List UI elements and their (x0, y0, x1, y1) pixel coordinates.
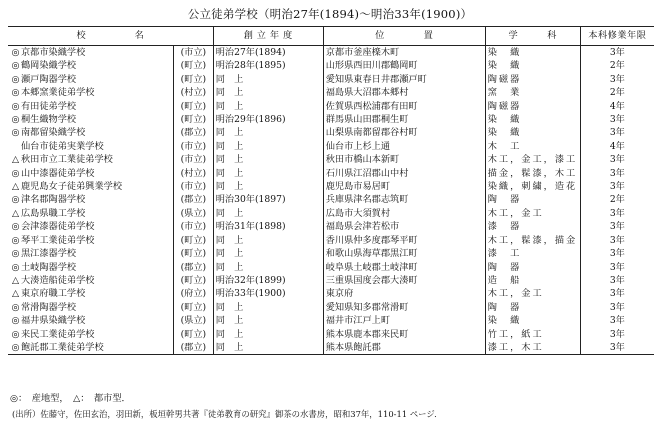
school-name-cell (8, 220, 174, 233)
school-type-cell: (町立) (174, 100, 214, 113)
years-cell: 2年 (609, 60, 625, 72)
location-cell: 福井市江戸上町 (323, 314, 485, 327)
school-type-cell: (府立) (174, 287, 214, 300)
table-row (8, 341, 654, 355)
years-cell: 3年 (609, 167, 625, 179)
years-cell: 3年 (609, 248, 625, 260)
years-cell: 3年 (609, 181, 625, 193)
school-name: 会津漆器徒弟学校 (21, 221, 95, 233)
school-type-cell: (郡立) (174, 341, 214, 355)
years-cell: 3年 (609, 288, 625, 300)
school-symbol: △ (11, 207, 20, 219)
years-cell: 3年 (609, 221, 625, 233)
table-row (8, 126, 654, 139)
founded-cell: 同 上 (213, 100, 323, 113)
dept-cell: 窯 業 (485, 86, 580, 99)
schools-table (8, 26, 654, 355)
location-cell: 東京府 (323, 287, 485, 300)
school-symbol: △ (11, 154, 20, 166)
school-name: 鶴岡染織学校 (21, 60, 77, 72)
school-name: 南都留染織学校 (21, 127, 86, 139)
school-type-cell: (郡立) (174, 261, 214, 274)
school-name: 来民工業徒弟学校 (21, 328, 95, 340)
school-name-cell (8, 207, 174, 220)
location-cell: 佐賀県西松浦郡有田町 (323, 100, 485, 113)
location-cell: 香川県仲多度郡琴平町 (323, 234, 485, 247)
school-symbol: △ (11, 274, 20, 286)
school-symbol: ◎ (11, 127, 20, 139)
school-type-cell: (県立) (174, 314, 214, 327)
dept-cell: 陶 器 (485, 193, 580, 206)
school-type-cell: (市立) (174, 220, 214, 233)
dept-cell: 漆工，木工 (485, 341, 580, 355)
school-symbol: ◎ (11, 114, 20, 126)
years-cell: 3年 (609, 261, 625, 273)
dept-cell: 木工，金工 (485, 287, 580, 300)
founded-cell: 明治32年(1899) (213, 274, 323, 287)
location-cell: 仙台市上杉上通 (323, 140, 485, 153)
school-symbol: ◎ (11, 87, 20, 99)
school-name: 京都市染織学校 (21, 47, 86, 58)
years-cell: 3年 (609, 328, 625, 340)
school-name-cell (8, 261, 174, 274)
table-row (8, 153, 654, 166)
founded-cell: 明治29年(1896) (213, 113, 323, 126)
school-symbol: ◎ (11, 100, 20, 112)
founded-cell: 同 上 (213, 314, 323, 327)
school-type-cell: (町立) (174, 274, 214, 287)
location-cell: 兵庫県津名郡志筑町 (323, 193, 485, 206)
founded-cell: 同 上 (213, 126, 323, 139)
years-cell: 3年 (609, 301, 625, 313)
table-row (8, 247, 654, 260)
school-type-cell: (県立) (174, 207, 214, 220)
dept-cell: 染 織 (485, 46, 580, 60)
location-cell: 熊本県鹿本郡来民町 (323, 328, 485, 341)
location-cell: 山形県西田川郡鶴岡町 (323, 59, 485, 72)
table-row (8, 167, 654, 180)
school-name: 津名郡陶器学校 (21, 194, 86, 206)
founded-cell: 明治27年(1894) (213, 46, 323, 60)
header-location: 位 置 (323, 27, 485, 46)
founded-cell: 明治31年(1898) (213, 220, 323, 233)
founded-cell: 同 上 (213, 180, 323, 193)
years-cell: 3年 (609, 234, 625, 246)
school-name: 桐生織物学校 (21, 114, 77, 126)
location-cell: 三重県国度会郡大湊町 (323, 274, 485, 287)
school-name: 瀬戸陶器学校 (21, 73, 77, 85)
dept-cell: 陶 器 (485, 301, 580, 314)
school-symbol: ◎ (11, 167, 20, 179)
founded-cell: 同 上 (213, 341, 323, 355)
table-row (8, 193, 654, 206)
founded-cell: 同 上 (213, 247, 323, 260)
school-name: 黒江漆器学校 (21, 248, 77, 260)
founded-cell: 明治33年(1900) (213, 287, 323, 300)
location-cell: 岐阜県土岐郡土岐津町 (323, 261, 485, 274)
founded-cell: 明治30年(1897) (213, 193, 323, 206)
table-row (8, 73, 654, 86)
table-title: 公立徒弟学校（明治27年(1894)～明治33年(1900)） (187, 7, 473, 21)
school-name-cell (8, 46, 174, 60)
school-name-cell (8, 341, 174, 355)
dept-cell: 染 織 (485, 59, 580, 72)
school-type-cell: (町立) (174, 234, 214, 247)
school-name: 琴平工業徒弟学校 (21, 234, 95, 246)
dept-cell: 陶 器 (485, 261, 580, 274)
dept-cell: 描金，髹漆，木工 (485, 167, 580, 180)
school-name-cell (8, 113, 174, 126)
table-row (8, 287, 654, 300)
school-type-cell: (町立) (174, 247, 214, 260)
location-cell: 愛知県東春日井郡瀬戸町 (323, 73, 485, 86)
school-name: 秋田市立工業徒弟学校 (21, 154, 113, 166)
school-name-cell (8, 100, 174, 113)
table-row (8, 113, 654, 126)
school-type-cell: (市立) (174, 180, 214, 193)
table-row (8, 100, 654, 113)
years-cell: 4年 (609, 140, 625, 152)
school-name: 土岐陶器学校 (21, 261, 77, 273)
school-type-cell: (町立) (174, 59, 214, 72)
school-name: 東京府職工学校 (21, 288, 86, 300)
dept-cell: 陶磁器 (485, 100, 580, 113)
school-name: 仙台市徒弟実業学校 (21, 140, 104, 152)
school-name-cell (8, 247, 174, 260)
school-name-cell (8, 314, 174, 327)
table-header-row (8, 27, 654, 46)
dept-cell: 染 織 (485, 314, 580, 327)
school-name: 広島県職工学校 (21, 207, 86, 219)
school-type-cell: (市立) (174, 153, 214, 166)
school-name-cell (8, 287, 174, 300)
school-type-cell: (市立) (174, 46, 214, 60)
school-name-cell (8, 274, 174, 287)
school-name: 鹿児島女子徒弟興業学校 (21, 181, 123, 193)
location-cell: 愛知県知多郡常滑町 (323, 301, 485, 314)
school-type-cell: (村立) (174, 86, 214, 99)
location-cell: 広島市大須賀村 (323, 207, 485, 220)
school-type-cell: (村立) (174, 167, 214, 180)
dept-cell: 染 織 (485, 126, 580, 139)
founded-cell: 同 上 (213, 153, 323, 166)
source-note: (出所）佐藤守，佐田玄治，羽田新，板垣幹男共著『徒弟教育の研究』御茶の水書房，昭和37年，110-11 ページ． (12, 409, 443, 419)
school-symbol: ◎ (11, 301, 20, 313)
table-row (8, 314, 654, 327)
school-name-cell (8, 328, 174, 341)
school-name-cell (8, 126, 174, 139)
years-cell: 3年 (609, 73, 625, 85)
table-row (8, 301, 654, 314)
location-cell: 福島県会津若松市 (323, 220, 485, 233)
location-cell: 和歌山県海草郡黒江町 (323, 247, 485, 260)
school-type-cell: (郡立) (174, 126, 214, 139)
school-name-cell (8, 73, 174, 86)
table-body (8, 46, 654, 355)
dept-cell: 木工，髹漆，描金 (485, 234, 580, 247)
founded-cell: 同 上 (213, 207, 323, 220)
school-type-cell: (町立) (174, 113, 214, 126)
header-school: 校 名 (8, 27, 213, 46)
school-name-cell (8, 180, 174, 193)
years-cell: 4年 (609, 100, 625, 112)
table-row (8, 140, 654, 153)
school-name: 山中漆器徒弟学校 (21, 167, 95, 179)
school-symbol: ◎ (11, 248, 20, 260)
school-symbol: ◎ (11, 221, 20, 233)
dept-cell: 漆 工 (485, 247, 580, 260)
dept-cell: 木 工 (485, 140, 580, 153)
school-type-cell: (町立) (174, 301, 214, 314)
legend-note: ◎： 産地型， △： 都市型． (10, 393, 131, 404)
founded-cell: 明治28年(1895) (213, 59, 323, 72)
school-symbol: ◎ (11, 341, 20, 353)
location-cell: 群馬県山田郡桐生町 (323, 113, 485, 126)
location-cell: 山梨県南都留郡谷村町 (323, 126, 485, 139)
school-name-cell (8, 301, 174, 314)
years-cell: 3年 (580, 341, 654, 355)
school-name-cell (8, 59, 174, 72)
table-row (8, 234, 654, 247)
dept-cell: 木工，金工，漆工 (485, 153, 580, 166)
dept-cell: 造 船 (485, 274, 580, 287)
table-row (8, 220, 654, 233)
school-name: 有田徒弟学校 (21, 100, 77, 112)
location-cell: 熊本県飽託郡 (323, 341, 485, 355)
location-cell: 鹿児島市易居町 (323, 180, 485, 193)
school-type-cell: (郡立) (174, 193, 214, 206)
founded-cell: 同 上 (213, 86, 323, 99)
years-cell: 3年 (609, 114, 625, 126)
header-founded: 創 立 年 度 (213, 27, 323, 46)
school-symbol: ◎ (11, 261, 20, 273)
years-cell: 3年 (609, 127, 625, 139)
school-name: 常滑陶器学校 (21, 301, 77, 313)
school-name: 飽託郡工業徒弟学校 (21, 341, 104, 353)
school-name-cell (8, 140, 174, 153)
school-name: 本郷窯業徒弟学校 (21, 87, 95, 99)
dept-cell: 染 織 (485, 113, 580, 126)
header-dept: 学 科 (485, 27, 580, 46)
location-cell: 福島県大沼郡本郷村 (323, 86, 485, 99)
school-symbol: ◎ (11, 60, 20, 72)
header-years: 本科修業年限 (580, 27, 654, 46)
years-cell: 3年 (609, 274, 625, 286)
school-symbol: △ (11, 288, 20, 300)
school-symbol: △ (11, 181, 20, 193)
table-row (8, 207, 654, 220)
founded-cell: 同 上 (213, 301, 323, 314)
school-name-cell (8, 153, 174, 166)
dept-cell: 染織，刺繍，造花 (485, 180, 580, 193)
table-row (8, 180, 654, 193)
dept-cell: 竹工，紙工 (485, 328, 580, 341)
years-cell: 3年 (609, 207, 625, 219)
dept-cell: 木工，金工 (485, 207, 580, 220)
founded-cell: 同 上 (213, 234, 323, 247)
dept-cell: 陶磁器 (485, 73, 580, 86)
table-row (8, 328, 654, 341)
founded-cell: 同 上 (213, 167, 323, 180)
founded-cell: 同 上 (213, 328, 323, 341)
school-name-cell (8, 234, 174, 247)
years-cell: 3年 (609, 47, 625, 58)
school-symbol: ◎ (11, 194, 20, 206)
location-cell: 石川県江沼郡山中村 (323, 167, 485, 180)
table-row (8, 261, 654, 274)
school-name-cell (8, 167, 174, 180)
table-row (8, 46, 654, 60)
school-symbol: ◎ (11, 73, 20, 85)
school-symbol: ◎ (11, 315, 20, 327)
years-cell: 2年 (609, 87, 625, 99)
school-symbol: ◎ (11, 328, 20, 340)
school-type-cell: (町立) (174, 73, 214, 86)
school-symbol: ◎ (11, 47, 20, 58)
school-symbol: ◎ (11, 234, 20, 246)
school-type-cell: (市立) (174, 140, 214, 153)
table-row (8, 59, 654, 72)
table-row (8, 86, 654, 99)
founded-cell: 同 上 (213, 140, 323, 153)
school-name-cell (8, 193, 174, 206)
school-name: 大湊造船徒弟学校 (21, 274, 95, 286)
founded-cell: 同 上 (213, 73, 323, 86)
location-cell: 京都市釜座檪木町 (323, 46, 485, 60)
table-row (8, 274, 654, 287)
school-type-cell: (町立) (174, 328, 214, 341)
founded-cell: 同 上 (213, 261, 323, 274)
years-cell: 3年 (609, 154, 625, 166)
dept-cell: 漆 器 (485, 220, 580, 233)
location-cell: 秋田市橋山本新町 (323, 153, 485, 166)
school-name: 福井県染織学校 (21, 315, 86, 327)
school-name-cell (8, 86, 174, 99)
years-cell: 2年 (609, 194, 625, 206)
years-cell: 3年 (609, 315, 625, 327)
